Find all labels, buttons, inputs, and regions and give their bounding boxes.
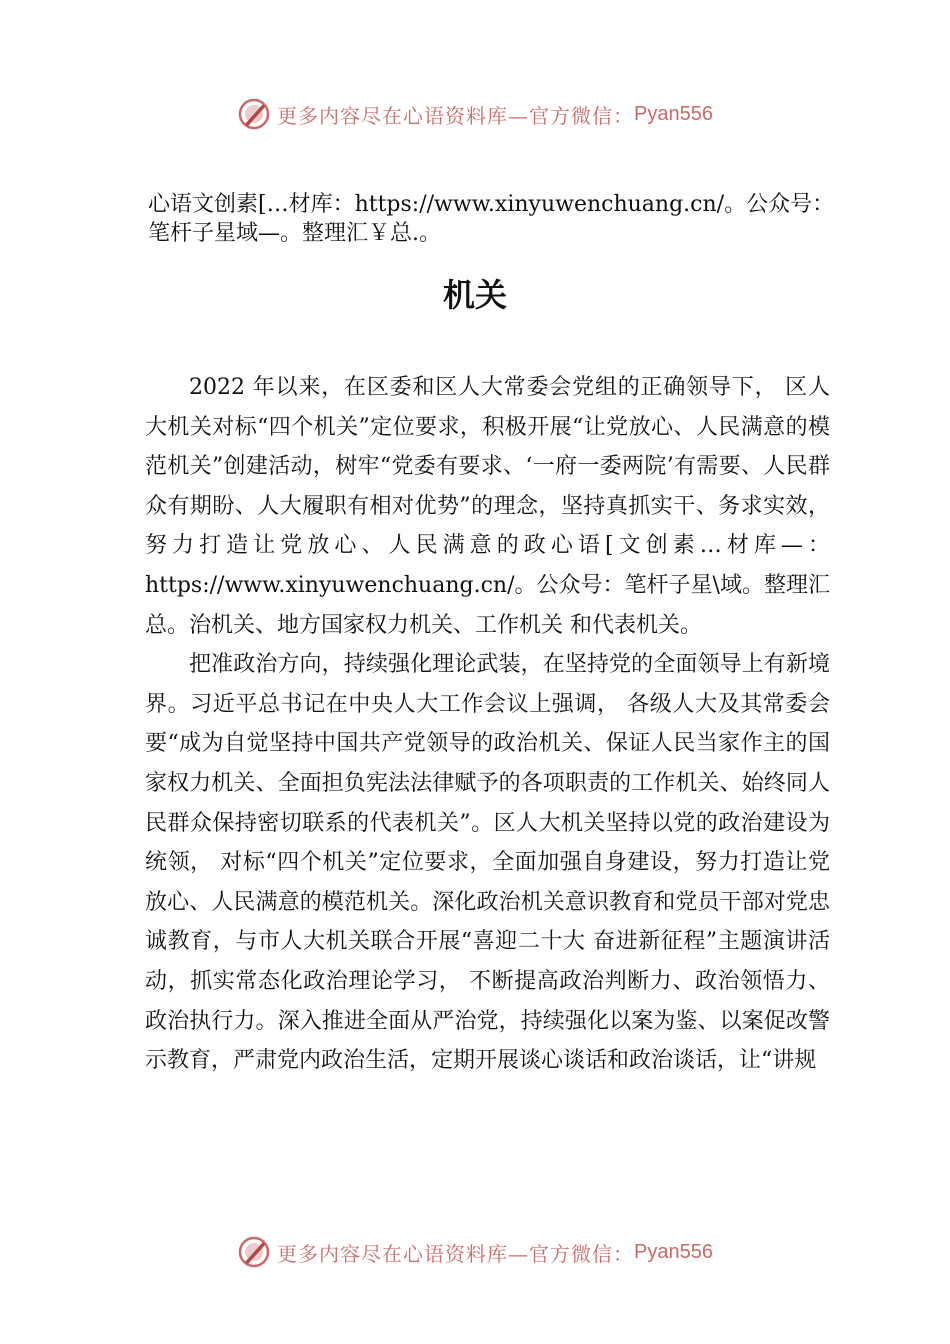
quill-seal-icon bbox=[237, 1235, 271, 1269]
banner-wechat-id: Pyan556 bbox=[634, 1240, 713, 1263]
document-body bbox=[145, 368, 830, 1081]
quill-seal-icon bbox=[237, 97, 271, 131]
footer-banner bbox=[0, 1230, 950, 1274]
paragraph: 把准政治方向，持续强化理论武装，在坚持党的全面领导上有新境界。习近平总书记在中央人大工作会议上强调， 各级人大及其常委会要“成为自觉坚持中国共产党领导的政治机关、保证人民当家作主的国家权力机关、全面担负宪法法律赋予的各项职责的工作机关、始终同人民群众保持密切联系的代表机关”。区人大机关坚持以党的政治建设为统领， 对标“四个机关”定位要求，全面加强自身建设，努力打造让党放心、人民满意的模范机关。深化政治机关意识教育和党员干部对党忠诚教育，与市人大机关联合开展“喜迎二十大 奋进新征程”主题演讲活动，抓实常态化政治理论学习， 不断提高政治判断力、政治领悟力、政治执行力。深入推进全面从严治党，持续强化以案为鉴、以案促改警示教育，严肃党内政治生活，定期开展谈心谈话和政治谈话，让“讲规 bbox=[145, 652, 830, 1074]
banner-wechat-id: Pyan556 bbox=[634, 102, 713, 125]
source-note: 心语文创素[…材库：https://www.xinyuwenchuang.cn/。公众号：笔杆子星域—。整理汇￥总.。 bbox=[148, 192, 835, 246]
header-banner bbox=[0, 92, 950, 136]
banner-text: 更多内容尽在心语资料库—官方微信： bbox=[277, 103, 635, 128]
paragraph: 2022 年以来，在区委和区人大常委会党组的正确领导下， 区人大机关对标“四个机关”定位要求，积极开展“让党放心、人民满意的模范机关”创建活动，树牢“党委有要求、‘一府一委两院’有需要、人民群众有期盼、人大履职有相对优势”的理念，坚持真抓实干、务求实效，努力打造让党放心、人民满意的政心语[文创素…材库—：https://www.xinyuwenchuang.cn/。公众号：笔杆子星\域。整理汇总。治机关、地方国家权力机关、工作机关 和代表机关。 bbox=[145, 375, 830, 638]
banner-text: 更多内容尽在心语资料库—官方微信： bbox=[277, 1241, 635, 1266]
page-title: 机关 bbox=[442, 276, 507, 314]
